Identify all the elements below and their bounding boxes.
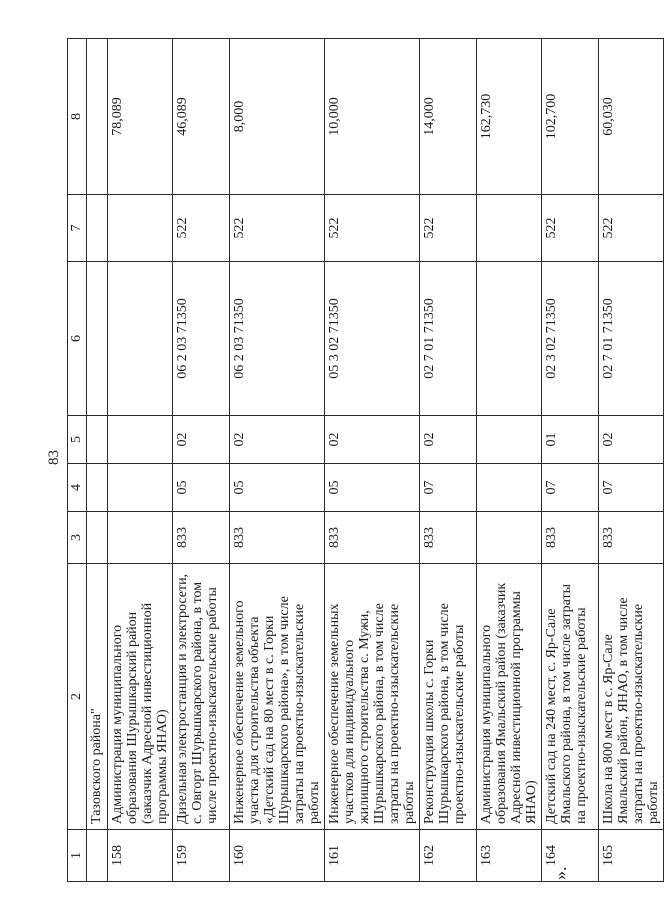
- cell-empty: [87, 464, 108, 512]
- expense-type-code: 522: [325, 195, 420, 262]
- amount: 162,730: [477, 39, 542, 195]
- target-article-code: 06 2 03 71350: [173, 262, 230, 416]
- amount: 14,000: [420, 39, 477, 195]
- expense-type-code: 522: [173, 195, 230, 262]
- expense-type-code: [108, 195, 173, 262]
- column-number: 5: [68, 416, 87, 464]
- section-code: 05: [173, 464, 230, 512]
- amount: 78,089: [108, 39, 173, 195]
- object-name: Инженерное обеспечение земельных участков для индивидуального жилищного строительства с. Мужи, Шурышкарского района, в том числе затраты на проектно-изыскательские работы: [325, 564, 420, 830]
- expense-type-code: 522: [420, 195, 477, 262]
- object-name: Инженерное обеспечение земельного участка для строительства объекта «Детский сад на 80 мест в с. Горки Шурышкарского района», в том числе затраты на проектно-изыскательские работы: [230, 564, 325, 830]
- row-number: 164: [542, 830, 599, 882]
- object-name: Реконструкция школы с. Горки Шурышкарского района, в том числе проектно-изыскательские работы: [420, 564, 477, 830]
- subsection-code: 02: [325, 416, 420, 464]
- ministry-code: 833: [599, 512, 664, 564]
- column-number: 7: [68, 195, 87, 262]
- cell-empty: [87, 39, 108, 195]
- ministry-code: 833: [542, 512, 599, 564]
- subsection-code: 02: [173, 416, 230, 464]
- table-row: [173, 39, 230, 882]
- target-article-code: 02 7 01 71350: [599, 262, 664, 416]
- subsection-code: [108, 416, 173, 464]
- object-name: Детский сад на 240 мест, с. Яр-Сале Ямальского района, в том числе затраты на проектно-изыскательские работы: [542, 564, 599, 830]
- carryover-text: Тазовского района": [87, 564, 108, 830]
- amount: 60,030: [599, 39, 664, 195]
- closing-quote-mark: ».: [550, 866, 570, 880]
- cell-empty: [87, 195, 108, 262]
- expense-type-code: 522: [542, 195, 599, 262]
- investment-program-table: [67, 38, 664, 882]
- subsection-code: 02: [599, 416, 664, 464]
- ministry-code: 833: [230, 512, 325, 564]
- section-code: [477, 464, 542, 512]
- ministry-code: 833: [173, 512, 230, 564]
- cell-empty: [87, 416, 108, 464]
- ministry-code: 833: [420, 512, 477, 564]
- subsection-code: 01: [542, 416, 599, 464]
- column-number-row: [68, 39, 87, 882]
- object-name: Школа на 800 мест в с. Яр-Сале Ямальский район, ЯНАО, в том числе затраты на проектно-изыскательские работы: [599, 564, 664, 830]
- row-number: 160: [230, 830, 325, 882]
- column-number: 8: [68, 39, 87, 195]
- cell-empty: [87, 830, 108, 882]
- table-row: [420, 39, 477, 882]
- carryover-row: [87, 39, 108, 882]
- subsection-code: [477, 416, 542, 464]
- section-code: 07: [599, 464, 664, 512]
- expense-type-code: 522: [230, 195, 325, 262]
- row-number: 163: [477, 830, 542, 882]
- ministry-code: [108, 512, 173, 564]
- table-row: [325, 39, 420, 882]
- ministry-code: [477, 512, 542, 564]
- column-number: 4: [68, 464, 87, 512]
- cell-empty: [87, 512, 108, 564]
- target-article-code: 02 3 02 71350: [542, 262, 599, 416]
- section-code: [108, 464, 173, 512]
- target-article-code: 06 2 03 71350: [230, 262, 325, 416]
- table-row: [599, 39, 664, 882]
- column-number: 6: [68, 262, 87, 416]
- column-number: 3: [68, 512, 87, 564]
- section-code: 07: [420, 464, 477, 512]
- page-number: 83: [46, 450, 62, 465]
- ministry-code: 833: [325, 512, 420, 564]
- table-row: [542, 39, 599, 882]
- target-article-code: 02 7 01 71350: [420, 262, 477, 416]
- column-number: 1: [68, 830, 87, 882]
- section-code: 05: [325, 464, 420, 512]
- object-name: Администрация муниципального образования Шурышкарский район (заказчик Адресной инвестиционной программы ЯНАО): [108, 564, 173, 830]
- cell-empty: [87, 262, 108, 416]
- object-name: Дизельная электростанция и электросети, с. Овгорт Шурышкарского района, в том числе проектно-изыскательские работы: [173, 564, 230, 830]
- row-number: 161: [325, 830, 420, 882]
- subsection-code: 02: [230, 416, 325, 464]
- section-code: 07: [542, 464, 599, 512]
- row-number: 158: [108, 830, 173, 882]
- column-number: 2: [68, 564, 87, 830]
- amount: 46,089: [173, 39, 230, 195]
- row-number: 159: [173, 830, 230, 882]
- section-code: 05: [230, 464, 325, 512]
- expense-type-code: [477, 195, 542, 262]
- subsection-code: 02: [420, 416, 477, 464]
- amount: 10,000: [325, 39, 420, 195]
- amount: 8,000: [230, 39, 325, 195]
- expense-type-code: 522: [599, 195, 664, 262]
- table-row: [108, 39, 173, 882]
- table-row: [477, 39, 542, 882]
- target-article-code: [108, 262, 173, 416]
- target-article-code: [477, 262, 542, 416]
- object-name: Администрация муниципального образования Ямальский район (заказчик Адресной инвестиционной программы ЯНАО): [477, 564, 542, 830]
- row-number: 165: [599, 830, 664, 882]
- row-number: 162: [420, 830, 477, 882]
- amount: 102,700: [542, 39, 599, 195]
- target-article-code: 05 3 02 71350: [325, 262, 420, 416]
- table-row: [230, 39, 325, 882]
